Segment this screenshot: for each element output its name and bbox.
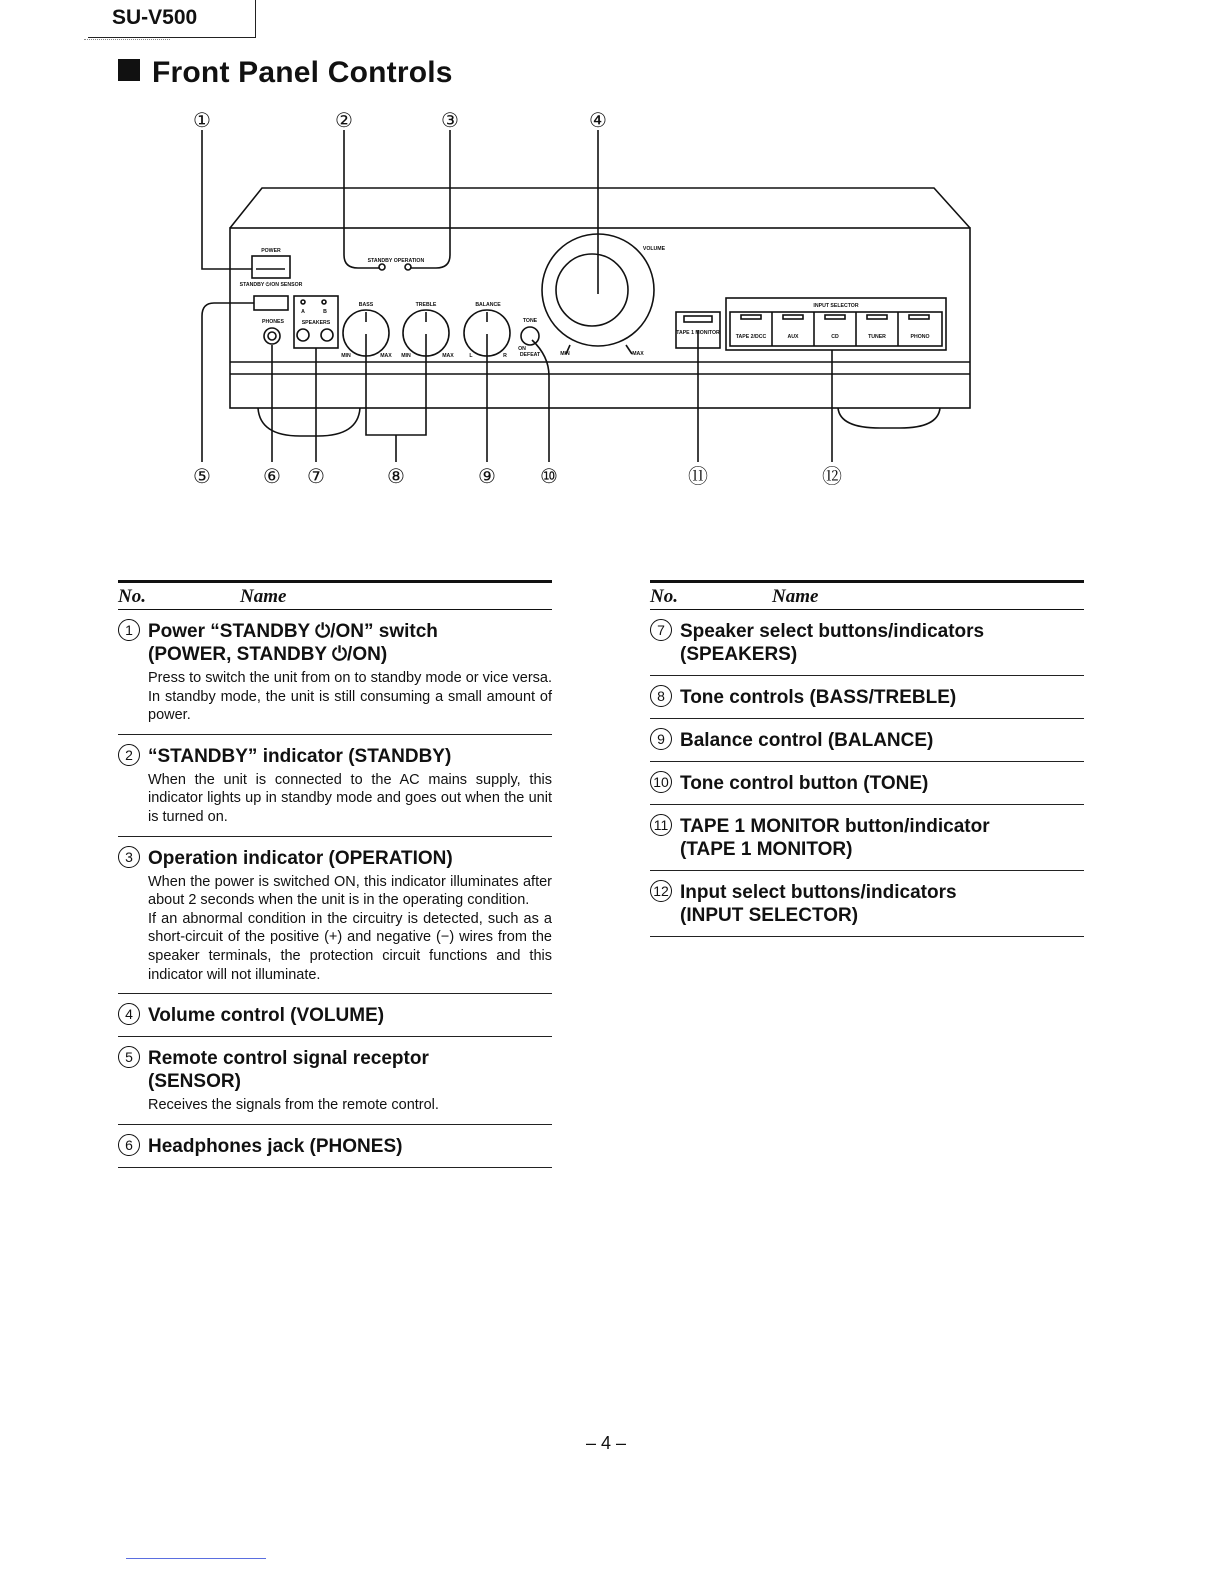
entry-number: 5 [118,1046,140,1068]
label-volume-max: MAX [632,351,644,357]
entry-title: Tone control button (TONE) [680,773,929,794]
control-entry [118,994,552,1037]
label-speaker-b: B [323,309,327,315]
entry-number: 10 [650,771,672,793]
label-input-tuner: TUNER [868,334,886,340]
control-entry [118,735,552,837]
model-number: SU-V500 [112,6,198,29]
label-volume: VOLUME [642,246,666,252]
sensor-window [254,296,288,310]
callout-4: ④ [589,110,607,132]
leader-10 [532,340,549,462]
section-title-text: Front Panel Controls [152,56,453,89]
entry-number: 2 [118,744,140,766]
callout-12: ⑫ [822,466,842,488]
label-input-selector: INPUT SELECTOR [813,303,859,309]
entry-title: Speaker select buttons/indicators (SPEAKERS) [680,621,985,665]
entry-description [148,771,552,827]
entry-title: Input select buttons/indicators (INPUT SELECTOR) [680,882,957,926]
label-input-cd: CD [831,334,839,340]
callout-5: ⑤ [193,466,211,488]
entry-title: Tone controls (BASS/TREBLE) [680,687,957,708]
controls-table-right [650,580,1084,937]
col-name-header: Name [240,586,287,607]
entry-title: Power “STANDBY ⏻/ON” switch (POWER, STANDBY ⏻/ON) [148,621,438,665]
controls-table-left [118,580,552,1168]
col-no-header: No. [118,586,146,607]
description-paragraph: If an abnormal condition in the circuitry is detected, such as a short-circuit of the positive (+) and negative (−) wires from the speaker terminals, the protection circuit functions and this indicator will not illuminate. [148,910,552,983]
entry-title: Remote control signal receptor (SENSOR) [148,1048,429,1093]
label-tone: TONE [522,318,538,324]
speaker-b-button [321,329,333,341]
control-entry [118,1125,552,1168]
leader-8 [366,334,426,462]
label-operation: OPERATION [393,258,425,264]
entry-number: 7 [650,619,672,641]
entry-title: Operation indicator (OPERATION) [148,847,453,869]
entry-number: 6 [118,1134,140,1156]
control-entry [118,610,552,735]
label-bass-min: MIN [341,353,351,359]
description-paragraph: Receives the signals from the remote control. [148,1097,439,1114]
label-treble: TREBLE [415,302,437,308]
label-volume-min: MIN [560,351,570,357]
page-number: – 4 – [586,1433,627,1453]
leader-1 [202,130,252,269]
tone-button [521,327,539,345]
standby-led [379,264,385,270]
entry-title: TAPE 1 MONITOR button/indicator (TAPE 1 MONITOR) [680,816,990,860]
callout-3: ③ [441,110,459,132]
footer-rule [126,1558,266,1559]
entry-title: Headphones jack (PHONES) [148,1135,403,1157]
entry-description [148,669,552,725]
control-entry [650,805,1084,871]
entry-number: 8 [650,685,672,707]
control-entry [650,719,1084,762]
entry-title: Volume control (VOLUME) [148,1005,385,1027]
callout-8: ⑧ [387,466,405,488]
volume-knob-inner [556,254,628,326]
callout-11: ⑪ [688,466,708,488]
callout-9: ⑨ [478,466,496,488]
entry-title: “STANDBY” indicator (STANDBY) [148,745,452,767]
control-entry [118,837,552,995]
description-paragraph: When the unit is connected to the AC mains supply, this indicator lights up in standby mode and goes out when the unit is turned on. [148,771,552,825]
entry-number: 12 [650,880,672,902]
entry-description [148,1096,552,1115]
label-tape1-monitor: TAPE 1 MONITOR [676,330,720,336]
entry-number: 11 [650,814,672,836]
label-input-phono: PHONO [910,334,930,340]
callout-6: ⑥ [263,466,281,488]
operation-led [405,264,411,270]
callout-1: ① [193,110,211,132]
leader-2 [344,130,380,268]
foot-right [838,408,940,428]
label-tone-defeat: DEFEAT [519,352,541,358]
control-entry [650,762,1084,805]
label-treble-max: MAX [442,353,454,359]
leader-5 [202,303,254,462]
description-paragraph: When the power is switched ON, this indicator illuminates after about 2 seconds when the unit is in the operating condition. [148,873,552,909]
label-balance: BALANCE [475,302,501,308]
foot-left [258,408,360,436]
description-paragraph: Press to switch the unit from on to standby mode or vice versa. In standby mode, the unit is still consuming a small amount of power. [148,670,552,724]
entry-number: 9 [650,728,672,750]
entry-description [148,873,552,985]
leader-3 [410,130,450,268]
label-bass-max: MAX [380,353,392,359]
label-balance-left: L [469,353,473,359]
label-phones: PHONES [262,319,284,325]
callout-7: ⑦ [307,466,325,488]
callout-10: ⑩ [540,466,558,488]
front-panel-diagram [0,0,1224,520]
callout-2: ② [335,110,353,132]
control-entry [650,676,1084,719]
right-entries [650,610,1084,937]
chassis-top [230,188,970,228]
control-entry [650,610,1084,676]
table-header [118,580,552,610]
label-input-aux: AUX [787,334,799,340]
col-no-header: No. [650,586,678,607]
label-treble-min: MIN [401,353,411,359]
label-speaker-a: A [301,309,305,315]
entry-title: Balance control (BALANCE) [680,730,934,751]
table-header [650,580,1084,610]
label-standby: STANDBY [367,258,393,264]
label-balance-right: R [503,353,507,359]
control-entry [650,871,1084,937]
label-bass: BASS [358,302,374,308]
label-tone-on: ON [518,346,526,352]
speaker-a-button [297,329,309,341]
power-switch [252,256,290,278]
col-name-header: Name [772,586,819,607]
entry-number: 3 [118,846,140,868]
control-entry [118,1037,552,1125]
label-power: POWER [261,248,281,254]
entry-number: 4 [118,1003,140,1025]
left-entries [118,610,552,1168]
label-speakers: SPEAKERS [301,320,331,326]
label-input-tape2: TAPE 2/DCC [735,334,767,340]
entry-number: 1 [118,619,140,641]
phones-jack [264,328,280,344]
label-standby-sensor: STANDBY ⏻/ON SENSOR [239,282,303,288]
